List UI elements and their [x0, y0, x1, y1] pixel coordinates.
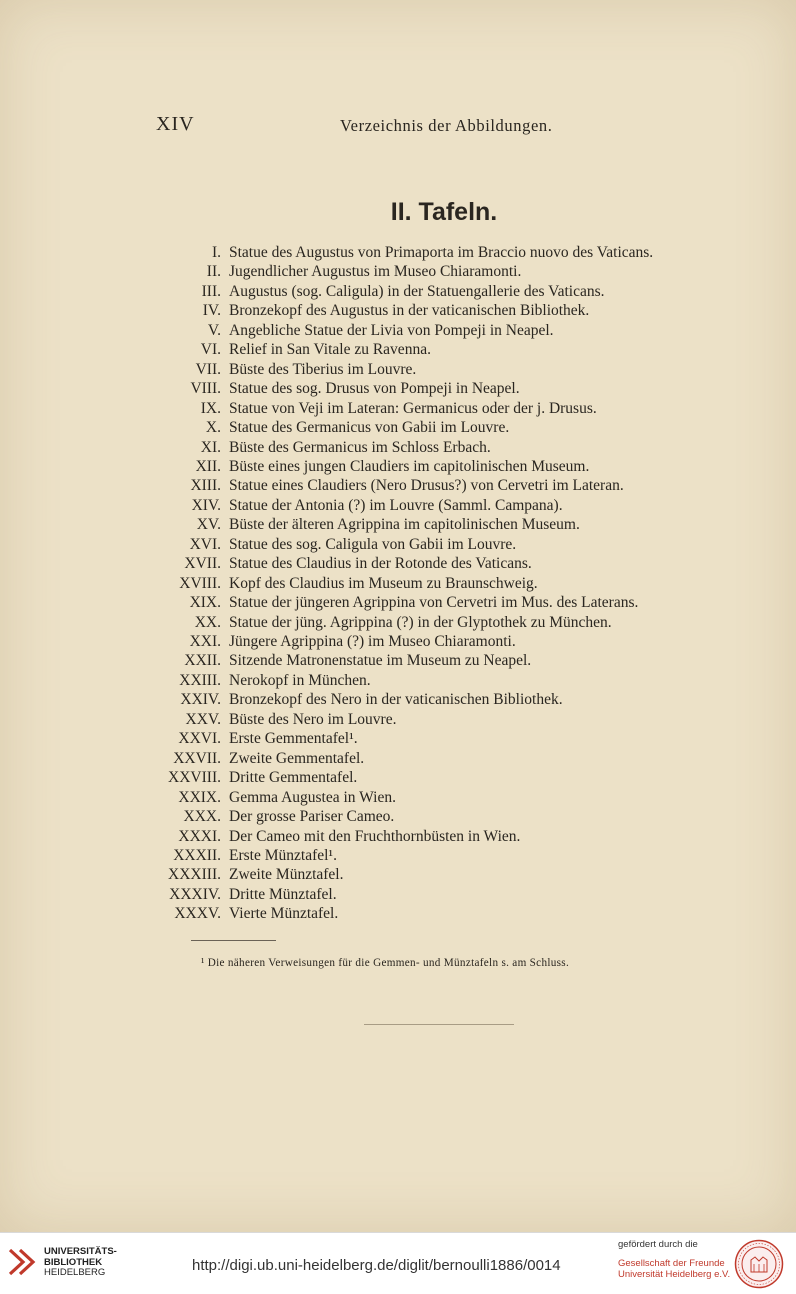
list-item — [0, 633, 796, 653]
plate-number: XXIII. — [179, 671, 221, 689]
plate-number: XXIV. — [180, 691, 221, 709]
list-item — [0, 672, 796, 692]
plate-description: Büste des Tiberius im Louvre. — [229, 360, 417, 378]
plate-number: XXXI. — [178, 827, 221, 845]
list-item — [0, 516, 796, 536]
plate-description: Statue des Augustus von Primaporta im Braccio nuovo des Vaticans. — [229, 244, 654, 261]
plate-description: Statue der Antonia (?) im Louvre (Samml. Campana). — [229, 496, 563, 514]
footnote: ¹ Die näheren Verweisungen für die Gemmen- und Münztafeln s. am Schluss. — [201, 957, 570, 969]
university-seal-icon — [734, 1239, 784, 1289]
list-item — [0, 886, 796, 906]
plate-number: XII. — [195, 457, 221, 475]
plate-description: Dritte Münztafel. — [229, 885, 337, 903]
plate-description: Jugendlicher Augustus im Museo Chiaramonti. — [229, 263, 522, 281]
sponsor-block — [618, 1239, 730, 1280]
plate-description: Bronzekopf des Augustus in der vaticanischen Bibliothek. — [229, 302, 590, 320]
plate-number: XXX. — [183, 808, 221, 826]
list-item — [0, 322, 796, 342]
plate-number: XIII. — [190, 477, 221, 495]
list-item — [0, 594, 796, 614]
plate-number: III. — [201, 282, 221, 300]
plate-number: XI. — [200, 438, 221, 456]
plate-number: XXIX. — [178, 788, 221, 806]
plate-description: Büste des Nero im Louvre. — [229, 710, 397, 728]
plate-description: Statue des Claudius in der Rotonde des Vaticans. — [229, 555, 532, 573]
plate-number: VII. — [195, 360, 221, 378]
plate-number: XV. — [196, 516, 221, 534]
plate-number: XXI. — [189, 633, 221, 650]
list-item — [0, 847, 796, 867]
list-item — [0, 711, 796, 731]
list-item — [0, 400, 796, 420]
list-item — [0, 905, 796, 925]
plate-description: Jüngere Agrippina (?) im Museo Chiaramonti. — [229, 633, 516, 650]
list-item — [0, 341, 796, 361]
plate-description: Dritte Gemmentafel. — [229, 769, 358, 787]
plate-description: Statue des sog. Drusus von Pompeji in Neapel. — [229, 380, 520, 398]
plate-description: Büste des Germanicus im Schloss Erbach. — [229, 438, 491, 456]
plate-number: XVI. — [189, 535, 221, 553]
list-item — [0, 828, 796, 848]
plate-number: XVIII. — [179, 574, 221, 592]
plate-number: VI. — [200, 341, 221, 359]
plate-number: XVII. — [184, 555, 221, 573]
plate-number: XXVII. — [173, 749, 221, 767]
list-item — [0, 458, 796, 478]
list-item — [0, 497, 796, 517]
plate-description: Relief in San Vitale zu Ravenna. — [229, 341, 431, 359]
plate-description: Kopf des Claudius im Museum zu Braunschweig. — [229, 574, 538, 592]
plate-description: Sitzende Matronenstatue im Museum zu Neapel. — [229, 652, 532, 670]
plate-description: Erste Münztafel¹. — [229, 846, 337, 864]
list-item — [0, 808, 796, 828]
list-item — [0, 536, 796, 556]
plate-description: Statue von Veji im Lateran: Germanicus oder der j. Drusus. — [229, 399, 597, 417]
plate-number: VIII. — [190, 380, 221, 398]
viewer-footer — [0, 1232, 796, 1294]
library-name-line2: BIBLIOTHEK — [44, 1256, 103, 1268]
running-head: Verzeichnis der Abbildungen. — [340, 116, 553, 135]
footnote-rule — [191, 940, 276, 941]
plate-description: Statue des Germanicus von Gabii im Louvre. — [229, 419, 510, 437]
list-item — [0, 555, 796, 575]
list-item — [0, 730, 796, 750]
plate-number: IV. — [202, 302, 221, 320]
plate-description: Augustus (sog. Caligula) in der Statuengallerie des Vaticans. — [229, 282, 605, 300]
page-number: XIV — [156, 113, 195, 135]
sponsor-name-line2: Universität Heidelberg e.V. — [618, 1269, 731, 1280]
sponsor-lead: gefördert durch die — [618, 1239, 698, 1250]
list-item — [0, 652, 796, 672]
list-item — [0, 750, 796, 770]
library-name — [44, 1247, 117, 1279]
plate-description: Büste der älteren Agrippina im capitolinischen Museum. — [229, 516, 580, 534]
section-title: II. Tafeln. — [390, 198, 498, 226]
list-item — [0, 283, 796, 303]
plate-description: Statue des sog. Caligula von Gabii im Louvre. — [229, 535, 517, 553]
list-item — [0, 866, 796, 886]
plate-description: Gemma Augustea in Wien. — [229, 788, 396, 806]
plate-description: Bronzekopf des Nero in der vaticanischen Bibliothek. — [229, 691, 563, 709]
sponsor-name-line1: Gesellschaft der Freunde — [618, 1258, 725, 1269]
plate-number: XXVIII. — [168, 769, 221, 787]
list-item — [0, 439, 796, 459]
plate-number: V. — [207, 321, 221, 339]
plate-number: XX. — [194, 613, 221, 631]
library-name-line3: HEIDELBERG — [44, 1267, 106, 1278]
plate-description: Der grosse Pariser Cameo. — [229, 808, 395, 826]
list-item — [0, 691, 796, 711]
plate-number: XXXII. — [173, 846, 221, 864]
plate-description: Zweite Münztafel. — [229, 866, 344, 884]
plate-description: Zweite Gemmentafel. — [229, 749, 365, 767]
plate-number: XIV. — [191, 496, 221, 514]
library-logo-icon — [8, 1246, 38, 1278]
plate-description: Angebliche Statue der Livia von Pompeji in Neapel. — [229, 321, 554, 339]
list-item — [0, 614, 796, 634]
plate-description: Der Cameo mit den Fruchthornbüsten in Wien. — [229, 827, 521, 845]
list-item — [0, 789, 796, 809]
plate-number: I. — [211, 244, 221, 261]
plate-number: IX. — [200, 399, 221, 417]
plate-description: Erste Gemmentafel¹. — [229, 730, 358, 748]
plate-description: Statue eines Claudiers (Nero Drusus?) von Cervetri im Lateran. — [229, 477, 624, 495]
plate-number: XXV. — [185, 710, 221, 728]
plate-description: Statue der jüngeren Agrippina von Cervetri im Mus. des Laterans. — [229, 594, 639, 612]
list-item — [0, 244, 796, 264]
list-item — [0, 263, 796, 283]
list-item — [0, 575, 796, 595]
plate-number: XXII. — [184, 652, 221, 670]
library-name-line1: UNIVERSITÄTS- — [44, 1246, 117, 1257]
bottom-rule — [364, 1024, 514, 1025]
plate-number: XXXIII. — [168, 866, 221, 884]
list-item — [0, 302, 796, 322]
plate-number: X. — [205, 419, 221, 437]
plate-number: II. — [206, 263, 221, 281]
plate-description: Statue der jüng. Agrippina (?) in der Glyptothek zu München. — [229, 613, 612, 631]
list-item — [0, 477, 796, 497]
plate-description: Nerokopf in München. — [229, 671, 371, 689]
plate-number: XXVI. — [178, 730, 221, 748]
list-item — [0, 380, 796, 400]
list-item — [0, 769, 796, 789]
plate-number: XIX. — [189, 594, 221, 612]
list-item — [0, 419, 796, 439]
plate-number: XXXV. — [174, 905, 221, 923]
plate-description: Büste eines jungen Claudiers im capitolinischen Museum. — [229, 457, 590, 475]
plate-description: Vierte Münztafel. — [229, 905, 339, 923]
list-item — [0, 361, 796, 381]
plate-number: XXXIV. — [169, 885, 221, 903]
permalink-url[interactable]: http://digi.ub.uni-heidelberg.de/diglit/bernoulli1886/0014 — [192, 1257, 561, 1274]
